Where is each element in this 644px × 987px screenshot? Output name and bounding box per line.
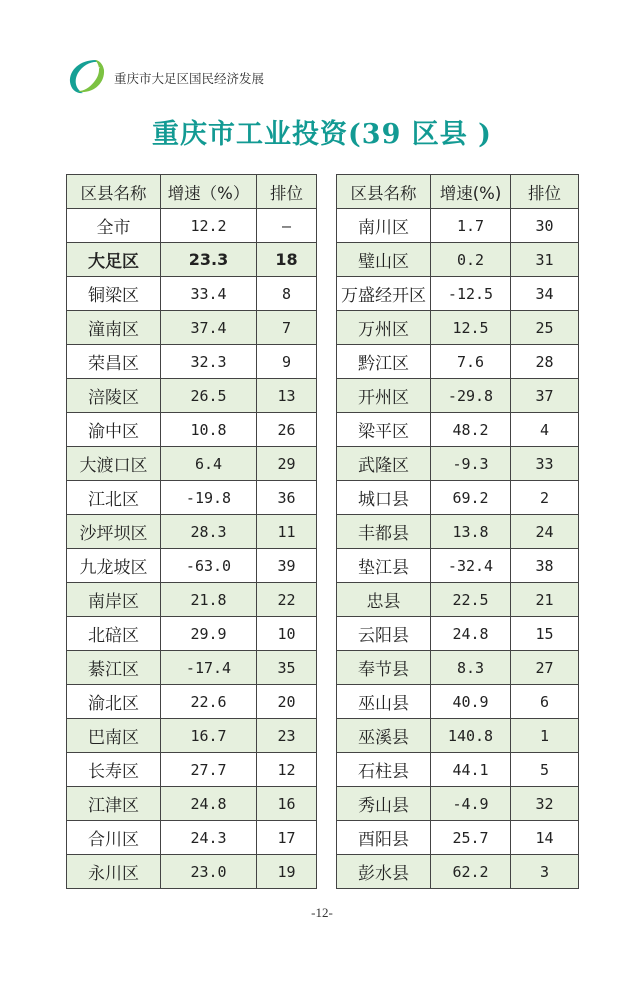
district-name-cell: 南岸区 [67, 583, 161, 617]
rank-cell: 26 [257, 413, 317, 447]
table-row [67, 651, 317, 685]
growth-rate-cell: -19.8 [161, 481, 257, 515]
district-name-cell: 石柱县 [337, 753, 431, 787]
district-name-cell: 长寿区 [67, 753, 161, 787]
rank-cell: 9 [257, 345, 317, 379]
page-number: -12- [311, 905, 333, 920]
growth-rate-cell: 33.4 [161, 277, 257, 311]
rank-cell: 2 [511, 481, 579, 515]
growth-rate-cell: -12.5 [431, 277, 511, 311]
table-row [67, 753, 317, 787]
district-name-cell: 万盛经开区 [337, 277, 431, 311]
district-name-cell: 忠县 [337, 583, 431, 617]
growth-rate-cell: 22.5 [431, 583, 511, 617]
district-name-cell: 綦江区 [67, 651, 161, 685]
table-row [67, 855, 317, 889]
district-name-cell: 渝中区 [67, 413, 161, 447]
column-header-district: 区县名称 [337, 175, 431, 209]
growth-rate-cell: 0.2 [431, 243, 511, 277]
district-name-cell: 铜梁区 [67, 277, 161, 311]
growth-rate-cell: 48.2 [431, 413, 511, 447]
growth-rate-cell: -9.3 [431, 447, 511, 481]
growth-rate-cell: -32.4 [431, 549, 511, 583]
district-name-cell: 南川区 [337, 209, 431, 243]
right-investment-table [336, 174, 579, 889]
rank-cell: 15 [511, 617, 579, 651]
district-name-cell: 沙坪坝区 [67, 515, 161, 549]
rank-cell: 17 [257, 821, 317, 855]
column-header-growth: 增速（%） [161, 175, 257, 209]
left-investment-table [66, 174, 317, 889]
rank-cell: 18 [257, 243, 317, 277]
growth-rate-cell: 40.9 [431, 685, 511, 719]
growth-rate-cell: 22.6 [161, 685, 257, 719]
rank-cell: 3 [511, 855, 579, 889]
district-name-cell: 丰都县 [337, 515, 431, 549]
column-header-rank: 排位 [257, 175, 317, 209]
table-row [337, 515, 579, 549]
table-row [337, 311, 579, 345]
growth-rate-cell: 27.7 [161, 753, 257, 787]
rank-cell: 5 [511, 753, 579, 787]
rank-cell: 11 [257, 515, 317, 549]
growth-rate-cell: 26.5 [161, 379, 257, 413]
column-header-growth: 增速(%) [431, 175, 511, 209]
growth-rate-cell: 37.4 [161, 311, 257, 345]
rank-cell: 20 [257, 685, 317, 719]
org-logo-icon [66, 56, 108, 96]
rank-cell: 1 [511, 719, 579, 753]
growth-rate-cell: 1.7 [431, 209, 511, 243]
rank-cell: 13 [257, 379, 317, 413]
district-name-cell: 北碚区 [67, 617, 161, 651]
rank-cell: 32 [511, 787, 579, 821]
table-row [67, 719, 317, 753]
table-row [67, 583, 317, 617]
table-row [67, 447, 317, 481]
district-name-cell: 江津区 [67, 787, 161, 821]
rank-cell: 33 [511, 447, 579, 481]
growth-rate-cell: 69.2 [431, 481, 511, 515]
district-name-cell: 开州区 [337, 379, 431, 413]
growth-rate-cell: -63.0 [161, 549, 257, 583]
table-row [337, 209, 579, 243]
rank-cell: 16 [257, 787, 317, 821]
table-row [67, 209, 317, 243]
district-name-cell: 武隆区 [337, 447, 431, 481]
district-name-cell: 大足区 [67, 243, 161, 277]
district-name-cell: 渝北区 [67, 685, 161, 719]
rank-cell: 31 [511, 243, 579, 277]
growth-rate-cell: 16.7 [161, 719, 257, 753]
rank-cell: 22 [257, 583, 317, 617]
district-name-cell: 黔江区 [337, 345, 431, 379]
growth-rate-cell: 24.3 [161, 821, 257, 855]
district-name-cell: 彭水县 [337, 855, 431, 889]
district-name-cell: 巫山县 [337, 685, 431, 719]
table-row [337, 617, 579, 651]
growth-rate-cell: 13.8 [431, 515, 511, 549]
rank-cell: 37 [511, 379, 579, 413]
rank-cell: 21 [511, 583, 579, 617]
column-header-district: 区县名称 [67, 175, 161, 209]
growth-rate-cell: -4.9 [431, 787, 511, 821]
district-name-cell: 巴南区 [67, 719, 161, 753]
growth-rate-cell: 12.5 [431, 311, 511, 345]
rank-cell: 28 [511, 345, 579, 379]
page-header [66, 56, 264, 96]
growth-rate-cell: 140.8 [431, 719, 511, 753]
table-row [337, 345, 579, 379]
district-name-cell: 酉阳县 [337, 821, 431, 855]
district-name-cell: 万州区 [337, 311, 431, 345]
table-row [337, 549, 579, 583]
table-header-row [67, 175, 317, 209]
rank-cell: 35 [257, 651, 317, 685]
table-row [67, 685, 317, 719]
growth-rate-cell: 7.6 [431, 345, 511, 379]
district-name-cell: 云阳县 [337, 617, 431, 651]
table-row [337, 481, 579, 515]
table-row [337, 243, 579, 277]
district-name-cell: 秀山县 [337, 787, 431, 821]
rank-cell: 27 [511, 651, 579, 685]
table-row [67, 311, 317, 345]
table-row [67, 481, 317, 515]
table-row [337, 583, 579, 617]
growth-rate-cell: 23.0 [161, 855, 257, 889]
growth-rate-cell: 12.2 [161, 209, 257, 243]
rank-cell: 34 [511, 277, 579, 311]
table-row [337, 447, 579, 481]
growth-rate-cell: 32.3 [161, 345, 257, 379]
rank-cell: 6 [511, 685, 579, 719]
rank-cell: 38 [511, 549, 579, 583]
growth-rate-cell: 25.7 [431, 821, 511, 855]
table-row [337, 855, 579, 889]
growth-rate-cell: 8.3 [431, 651, 511, 685]
district-name-cell: 大渡口区 [67, 447, 161, 481]
growth-rate-cell: 28.3 [161, 515, 257, 549]
page-title: 重庆市工业投资(39 区县 ) [152, 119, 492, 150]
district-name-cell: 梁平区 [337, 413, 431, 447]
rank-cell: — [257, 209, 317, 243]
rank-cell: 36 [257, 481, 317, 515]
district-name-cell: 巫溪县 [337, 719, 431, 753]
growth-rate-cell: 10.8 [161, 413, 257, 447]
growth-rate-cell: -17.4 [161, 651, 257, 685]
growth-rate-cell: 62.2 [431, 855, 511, 889]
district-name-cell: 璧山区 [337, 243, 431, 277]
table-row [337, 277, 579, 311]
district-name-cell: 垫江县 [337, 549, 431, 583]
district-name-cell: 涪陵区 [67, 379, 161, 413]
rank-cell: 8 [257, 277, 317, 311]
growth-rate-cell: 44.1 [431, 753, 511, 787]
rank-cell: 19 [257, 855, 317, 889]
rank-cell: 23 [257, 719, 317, 753]
growth-rate-cell: 21.8 [161, 583, 257, 617]
district-name-cell: 潼南区 [67, 311, 161, 345]
column-header-rank: 排位 [511, 175, 579, 209]
rank-cell: 12 [257, 753, 317, 787]
growth-rate-cell: 24.8 [431, 617, 511, 651]
growth-rate-cell: 23.3 [161, 243, 257, 277]
table-row [67, 243, 317, 277]
district-name-cell: 荣昌区 [67, 345, 161, 379]
district-name-cell: 合川区 [67, 821, 161, 855]
table-header-row [337, 175, 579, 209]
district-name-cell: 九龙坡区 [67, 549, 161, 583]
table-row [67, 277, 317, 311]
rank-cell: 29 [257, 447, 317, 481]
district-name-cell: 全市 [67, 209, 161, 243]
rank-cell: 25 [511, 311, 579, 345]
table-row [337, 651, 579, 685]
table-row [67, 787, 317, 821]
district-name-cell: 江北区 [67, 481, 161, 515]
header-org-text: 重庆市大足区国民经济发展 [114, 71, 265, 86]
rank-cell: 7 [257, 311, 317, 345]
table-row [337, 379, 579, 413]
district-name-cell: 奉节县 [337, 651, 431, 685]
table-row [67, 345, 317, 379]
table-row [67, 549, 317, 583]
table-row [67, 617, 317, 651]
district-name-cell: 永川区 [67, 855, 161, 889]
table-row [337, 685, 579, 719]
rank-cell: 4 [511, 413, 579, 447]
growth-rate-cell: -29.8 [431, 379, 511, 413]
growth-rate-cell: 24.8 [161, 787, 257, 821]
table-row [67, 413, 317, 447]
table-row [337, 719, 579, 753]
rank-cell: 39 [257, 549, 317, 583]
table-row [67, 515, 317, 549]
table-row [337, 753, 579, 787]
district-name-cell: 城口县 [337, 481, 431, 515]
rank-cell: 10 [257, 617, 317, 651]
table-row [67, 821, 317, 855]
rank-cell: 24 [511, 515, 579, 549]
table-row [67, 379, 317, 413]
growth-rate-cell: 29.9 [161, 617, 257, 651]
rank-cell: 14 [511, 821, 579, 855]
table-row [337, 413, 579, 447]
rank-cell: 30 [511, 209, 579, 243]
table-row [337, 821, 579, 855]
growth-rate-cell: 6.4 [161, 447, 257, 481]
table-row [337, 787, 579, 821]
